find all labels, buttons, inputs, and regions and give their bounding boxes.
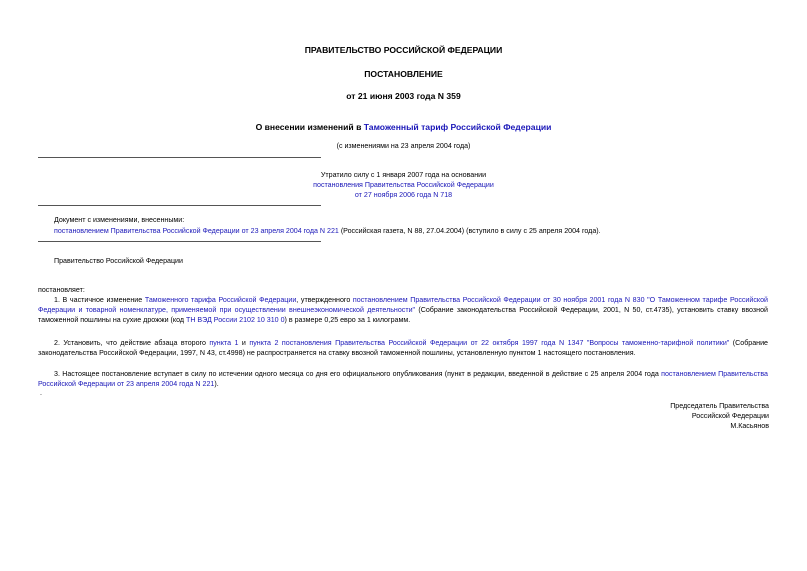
date-line: от 21 июня 2003 года N 359 <box>346 91 461 101</box>
decree-221-link[interactable]: постановлением Правительства Российской Федерации от 23 апреля 2004 года N 221 <box>38 370 768 388</box>
government-label: Правительство Российской Федерации <box>54 257 183 265</box>
paragraph-2 <box>38 338 768 358</box>
amendments-line <box>54 226 601 236</box>
p1-text-c: (Собрание законодательства Российской Федерации, 2001, N 50, ст.4735), установить ставку ввозной таможенной пошлины на сухие дрожжи (код <box>38 306 768 324</box>
tnved-code-link[interactable]: ТН ВЭД России 2102 10 310 0 <box>186 316 285 324</box>
divider-3 <box>38 241 321 242</box>
expired-note: Утратило силу с 1 января 2007 года на основании <box>320 171 487 179</box>
p2-text-b: и <box>238 339 250 347</box>
signature-position: Председатель Правительства <box>670 402 769 410</box>
divider-2 <box>38 205 321 206</box>
paragraph-3 <box>38 369 768 389</box>
amendment-decree-link[interactable]: постановлением Правительства Российской Федерации от 23 апреля 2004 года N 221 <box>54 227 339 235</box>
point-1-link[interactable]: пункта 1 <box>209 339 239 347</box>
signature-block <box>670 401 769 431</box>
doc-type-heading: ПОСТАНОВЛЕНИЕ <box>364 69 443 79</box>
stray-dot: . <box>40 389 42 397</box>
org-heading: ПРАВИТЕЛЬСТВО РОССИЙСКОЙ ФЕДЕРАЦИИ <box>304 45 503 55</box>
decree-1347-link[interactable]: пункта 2 постановления Правительства Российской Федерации от 22 октября 1997 года N 1347 "Вопросы таможенно-тарифной политики" <box>249 339 730 347</box>
p1-text-b: , утвержденного <box>296 296 353 304</box>
p3-text-b: ). <box>214 380 219 388</box>
expired-link-line1 <box>0 180 807 190</box>
p2-text-c: (Собрание законодательства Российской Федерации, 1997, N 43, ст.4998) не распространяется на ставку ввозной таможенной пошлины, установленную пунктом 1 настоящего постановления. <box>38 339 769 357</box>
p2-text-a: 2. Установить, что действие абзаца второго <box>54 339 210 347</box>
decree-830-link[interactable]: постановлением Правительства Российской Федерации от 30 ноября 2001 года N 830 "О Таможенном тарифе Российской Федерации и товарной номенклатуре, применяемой при осуществлении внешнеэкономической деятельности" <box>38 296 768 314</box>
expired-decree-link[interactable]: постановления Правительства Российской Федерации <box>313 181 494 189</box>
expired-decree-date-link[interactable]: от 27 ноября 2006 года N 718 <box>354 191 453 199</box>
amendments-intro: Документ с изменениями, внесенными: <box>54 216 185 224</box>
signature-body: Российской Федерации <box>691 412 769 420</box>
p3-text-a: 3. Настоящее постановление вступает в силу по истечении одного месяца со дня его официального опубликования (пункт в редакции, введенной в действие с 25 апреля 2004 года <box>54 370 662 378</box>
amendment-source: (Российская газета, N 88, 27.04.2004) (вступило в силу с 25 апреля 2004 года). <box>338 227 601 235</box>
expired-link-line2 <box>0 190 807 200</box>
customs-tariff-link[interactable]: Таможенный тариф Российской Федерации <box>363 122 552 132</box>
decrees-label: постановляет: <box>38 286 85 294</box>
customs-tariff-ref-link[interactable]: Таможенного тарифа Российской Федерации <box>144 296 297 304</box>
signature-name: М.Касьянов <box>730 422 769 430</box>
divider-1 <box>38 157 321 158</box>
p1-text-a: 1. В частичное изменение <box>54 296 145 304</box>
changes-note: (с изменениями на 23 апреля 2004 года) <box>336 142 471 150</box>
paragraph-1 <box>38 295 768 325</box>
document-title <box>0 122 807 132</box>
p1-text-d: ) в размере 0,25 евро за 1 килограмм. <box>284 316 411 324</box>
title-prefix: О внесении изменений в <box>255 122 364 132</box>
